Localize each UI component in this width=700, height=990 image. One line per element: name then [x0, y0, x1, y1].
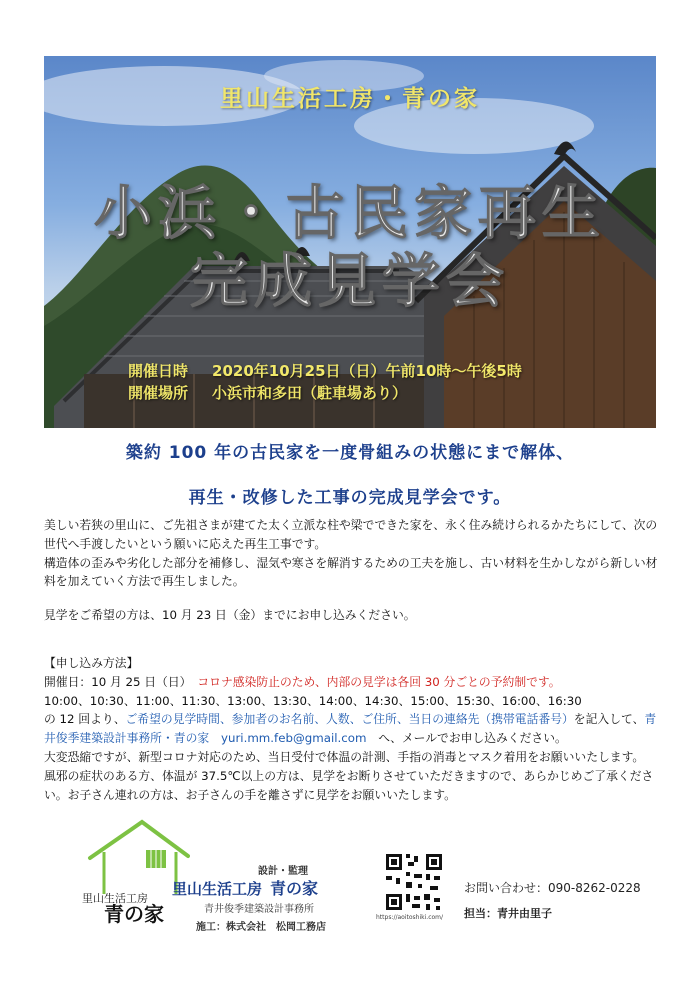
hero-title-line2: 完成見学会 — [189, 247, 510, 315]
brand-name — [172, 876, 318, 899]
brand-house-text: 青の家 — [270, 879, 319, 898]
deadline-text — [44, 606, 660, 625]
event-date — [128, 360, 522, 381]
application-heading: 【申し込み方法】 — [44, 656, 139, 670]
required-info: ご希望の見学時間、参加者のお名前、人数、ご住所、当日の連絡先（携帯電話番号） — [125, 712, 574, 727]
footer — [80, 816, 680, 986]
event-date-value: 2020年10月25日（日）午前10時～午後5時 — [212, 362, 522, 380]
intro-text — [44, 516, 660, 591]
event-place — [128, 382, 407, 403]
covid-note: コロナ感染防止のため、内部の見学は各回 30 分ごとの予約制です。 — [197, 674, 561, 689]
hero-subtitle: 里山生活工房・青の家 — [220, 86, 480, 112]
then-text: して、 — [609, 712, 645, 727]
application-section — [44, 654, 660, 804]
qr-url[interactable]: https://aoitoshiki.com/ — [376, 914, 444, 921]
intro-paragraph-2: 構造体の歪みや劣化した部分を補修し、湿気や寒さを解消するための工夫を施し、古い材料を生かしながら新しい材料を加えていく方法で再生しました。 — [44, 555, 658, 589]
office-name: 青井俊季建築設計事務所・青の家 — [44, 712, 657, 746]
hero-banner — [44, 56, 656, 428]
intro-paragraph-1: 美しい若狭の里山に、ご先祖さまが建てた太く立派な柱や梁でできた家を、永く住み続けられるかたちにして、次の世代へ手渡したいという願いに応えた再生工事です。 — [44, 518, 658, 551]
lead-line2: 再生・改修した工事の完成見学会です。 — [188, 488, 512, 508]
email-link[interactable]: yuri.mm.feb@gmail.com — [220, 731, 367, 746]
event-place-value: 小浜市和多田（駐車場あり） — [212, 384, 408, 402]
application-instructions — [44, 710, 660, 748]
illness-note: 風邪の症状のある方、体温が 37.5℃以上の方は、見学をお断りさせていただきますので、あらかじめご了承ください。お子さん連れの方は、お子さんの手を離さずに見学をお願いいたします。 — [44, 768, 654, 802]
event-date-label: 開催日時 — [128, 362, 189, 380]
email-suffix: へ、メールでお申し込みください。 — [378, 731, 567, 746]
application-date-row — [44, 673, 660, 692]
time-slots: 10:00、10:30、11:00、11:30、13:00、13:30、14:00、14:30、15:00、15:30、16:00、16:30 — [44, 693, 582, 708]
logo-brush-text: 青の家 — [104, 902, 164, 926]
event-place-label: 開催場所 — [128, 384, 189, 402]
contact-person: 担当：青井由里子 — [464, 907, 552, 920]
brand-office: 青井俊季建築設計事務所 — [204, 904, 314, 915]
logo-script-text: 里山生活工房 — [82, 892, 148, 905]
qr-code-icon[interactable] — [384, 852, 444, 912]
deadline-paragraph: 見学をご希望の方は、10 月 23 日（金）までにお申し込みください。 — [44, 608, 416, 622]
hero-title-line1: 小浜・古民家再生 — [93, 179, 606, 247]
application-date: 開催日：10 月 25 日（日） — [44, 674, 186, 689]
slot-count: の 12 回より、 — [44, 712, 126, 727]
design-label: 設計・監理 — [258, 866, 308, 877]
brand-name-text: 里山生活工房 — [172, 880, 263, 898]
lead-line1: 築約 100 年の古民家を一度骨組みの状態にまで解体、 — [125, 443, 575, 463]
contact-phone: お問い合わせ：090-8262-0228 — [464, 881, 641, 895]
covid-measures-note: 大変恐縮ですが、新型コロナ対応のため、当日受付で体温の計測、手指の消毒とマスク着用をお願いいたします。 — [44, 749, 645, 764]
contractor: 施工：株式会社 松岡工務店 — [196, 922, 326, 933]
fill-in-text: を記入 — [573, 712, 610, 727]
